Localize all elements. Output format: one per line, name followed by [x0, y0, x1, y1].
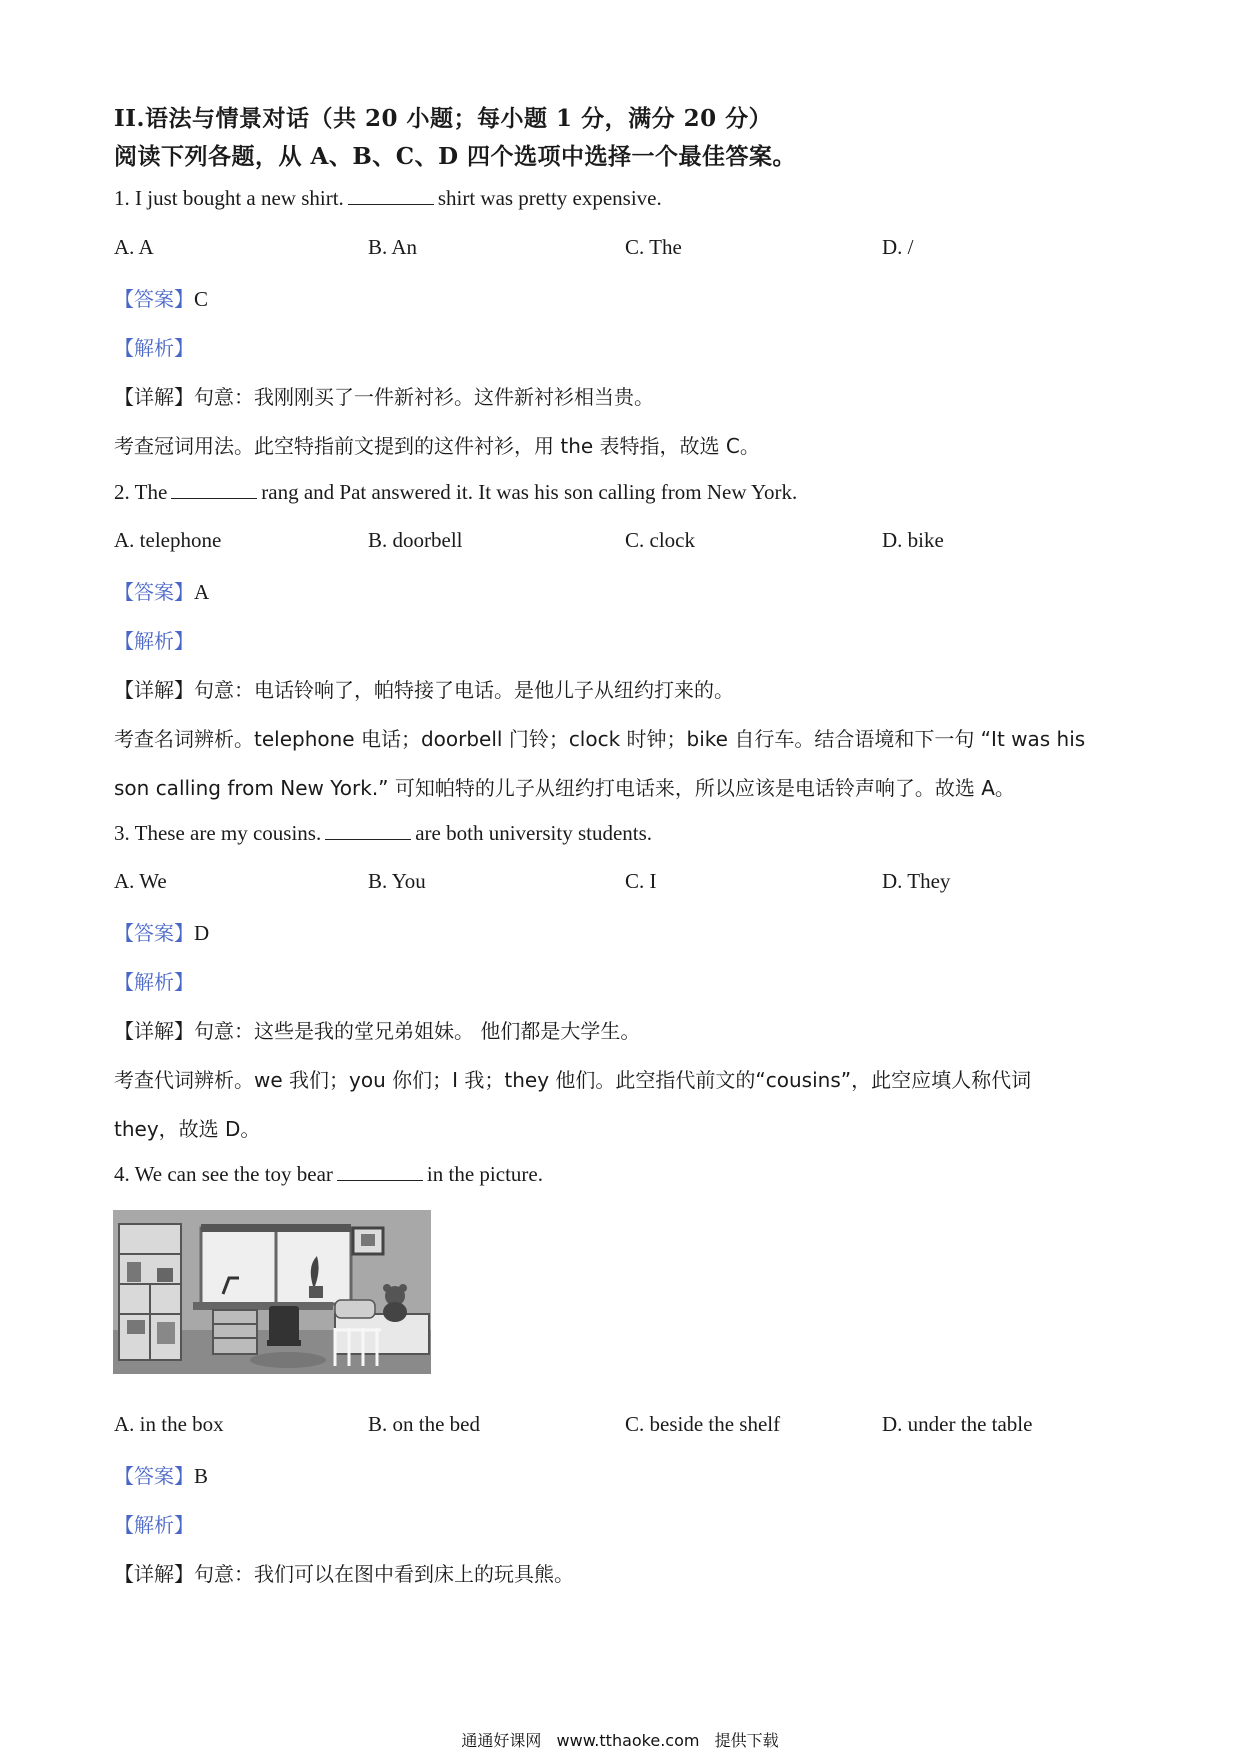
- question-4-option-b: B. on the bed: [368, 1412, 480, 1436]
- question-4-analysis: 【解析】: [114, 1513, 194, 1537]
- question-1-explain: 考查冠词用法。此空特指前文提到的这件衬衫，用 the 表特指，故选 C。: [114, 434, 760, 458]
- question-4-detail: 【详解】句意：我们可以在图中看到床上的玩具熊。: [114, 1562, 574, 1586]
- question-2-analysis: 【解析】: [114, 629, 194, 653]
- question-1-option-c: C. The: [625, 235, 682, 259]
- answer-blank: [337, 1163, 423, 1181]
- question-3-option-a: A. We: [114, 869, 167, 893]
- question-2-option-a: A. telephone: [114, 528, 222, 552]
- question-4-option-d: D. under the table: [882, 1412, 1033, 1436]
- question-3-stem: 3. These are my cousins. are both university students.: [114, 821, 653, 845]
- question-3-explain-2: they，故选 D。: [114, 1117, 261, 1141]
- question-1-stem: 1. I just bought a new shirt. shirt was pretty expensive.: [114, 186, 662, 210]
- section-title: II.语法与情景对话（共 20 小题；每小题 1 分，满分 20 分）: [114, 105, 773, 132]
- section-instruction: 阅读下列各题，从 A、B、C、D 四个选项中选择一个最佳答案。: [114, 143, 797, 170]
- question-2-stem: 2. The rang and Pat answered it. It was his son calling from New York.: [114, 480, 798, 504]
- question-3-option-b: B. You: [368, 869, 426, 893]
- footer-url[interactable]: www.tthaoke.com: [556, 1731, 700, 1750]
- answer-blank: [325, 822, 411, 840]
- desk-top: [193, 1302, 333, 1310]
- question-4-answer: 【答案】B: [114, 1464, 209, 1488]
- question-4-option-c: C. beside the shelf: [625, 1412, 781, 1436]
- toy-bear-body: [383, 1302, 407, 1322]
- pillow: [335, 1300, 375, 1318]
- footer-suffix: 提供下载: [714, 1731, 779, 1750]
- question-3-analysis: 【解析】: [114, 970, 194, 994]
- question-2-option-d: D. bike: [882, 528, 944, 552]
- question-2-option-c: C. clock: [625, 528, 695, 552]
- chair: [269, 1306, 299, 1342]
- question-1-answer: 【答案】C: [114, 287, 209, 311]
- question-3-detail: 【详解】句意：这些是我的堂兄弟姐妹。 他们都是大学生。: [114, 1019, 641, 1043]
- question-1-detail: 【详解】句意：我刚刚买了一件新衬衫。这件新衬衫相当贵。: [114, 385, 654, 409]
- question-1-option-a: A. A: [114, 235, 154, 259]
- question-3-option-c: C. I: [625, 869, 657, 893]
- page-footer: [0, 1728, 1240, 1751]
- question-1-analysis: 【解析】: [114, 336, 194, 360]
- question-2-explain-2: son calling from New York.” 可知帕特的儿子从纽约打电话来，所以应该是电话铃声响了。故选 A。: [114, 776, 1015, 800]
- question-3-option-d: D. They: [882, 869, 951, 893]
- rug: [250, 1352, 326, 1368]
- desk-drawers: [213, 1310, 257, 1354]
- footer-site-name: 通通好课网: [461, 1731, 542, 1750]
- question-1-option-d: D. /: [882, 235, 914, 259]
- question-3-explain-1: 考查代词辨析。we 我们；you 你们；I 我；they 他们。此空指代前文的“cousins”，此空应填人称代词: [114, 1068, 1032, 1092]
- question-3-answer: 【答案】D: [114, 921, 210, 945]
- bedroom-picture: [113, 1210, 431, 1374]
- question-2-explain-1: 考查名词辨析。telephone 电话；doorbell 门铃；clock 时钟；bike 自行车。结合语境和下一句 “It was his: [114, 727, 1086, 751]
- question-4-stem: 4. We can see the toy bear in the picture.: [114, 1162, 543, 1186]
- question-4-option-a: A. in the box: [114, 1412, 224, 1436]
- answer-blank: [348, 187, 434, 205]
- answer-blank: [171, 481, 257, 499]
- question-1-option-b: B. An: [368, 235, 418, 259]
- question-2-answer: 【答案】A: [114, 580, 210, 604]
- question-2-option-b: B. doorbell: [368, 528, 463, 552]
- question-2-detail: 【详解】句意：电话铃响了，帕特接了电话。是他儿子从纽约打来的。: [114, 678, 734, 702]
